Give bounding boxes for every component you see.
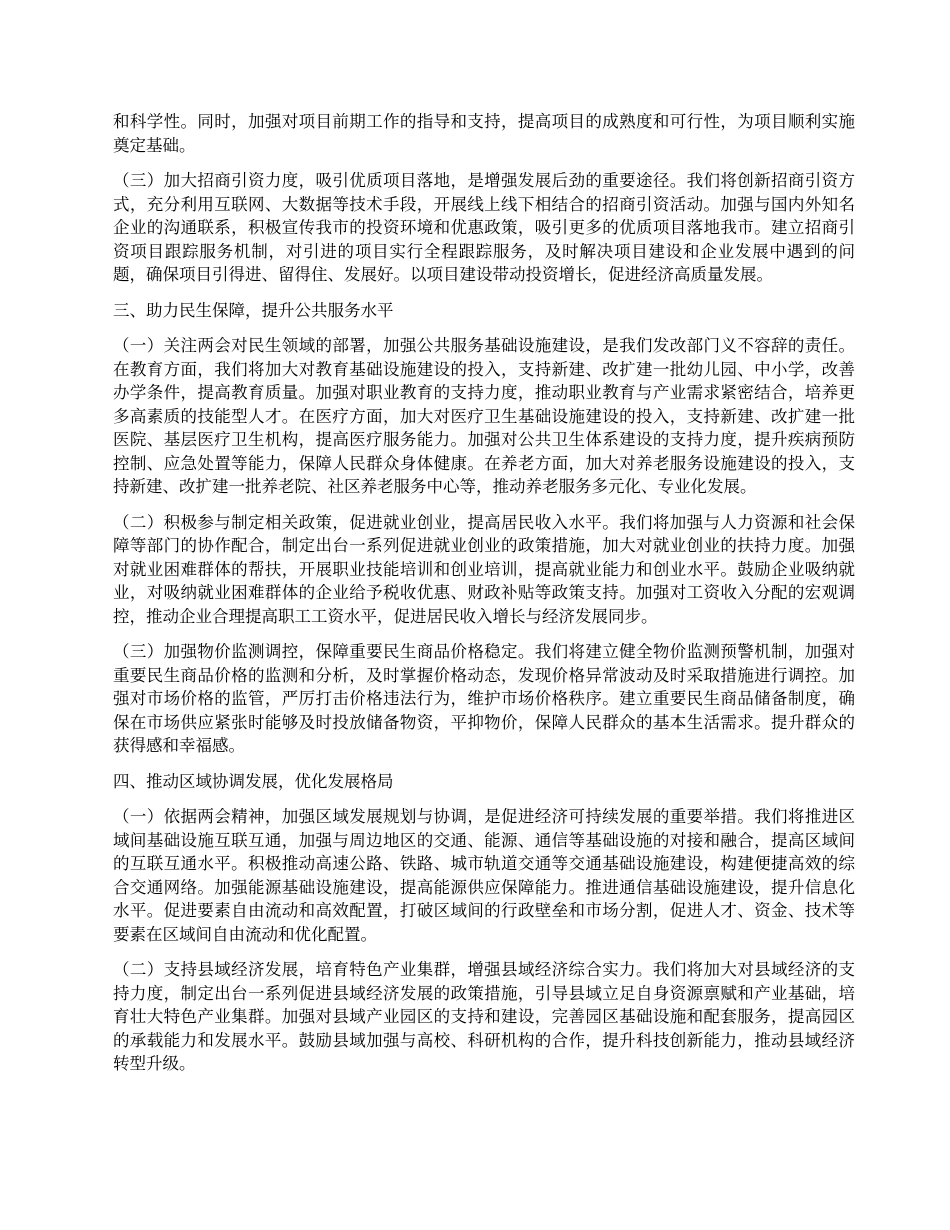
paragraph-project-preparation-end: 和科学性。同时，加强对项目前期工作的指导和支持，提高项目的成熟度和可行性，为项目顺利实施奠定基础。 xyxy=(113,112,855,155)
section-heading-livelihood: 三、助力民生保障，提升公共服务水平 xyxy=(113,300,394,320)
paragraph-employment: （二）积极参与制定相关政策，促进就业创业，提高居民收入水平。我们将加强与人力资源和社会保障等部门的协作配合，制定出台一系列促进就业创业的政策措施，加大对就业创业的扶持力度。加强对就业困难群体的帮扶，开展职业技能培训和创业培训，提高就业能力和创业水平。鼓励企业吸纳就业，对吸纳就业困难群体的企业给予税收优惠、财政补贴等政策支持。加强对工资收入分配的宏观调控，推动企业合理提高职工工资水平，促进居民收入增长与经济发展同步。 xyxy=(113,512,855,626)
paragraph-county-economy: （二）支持县域经济发展，培育特色产业集群，增强县域经济综合实力。我们将加大对县域经济的支持力度，制定出台一系列促进县域经济发展的政策措施，引导县域立足自身资源禀赋和产业基础，培育壮大特色产业集群。加强对县域产业园区的支持和建设，完善园区基础设施和配套服务，提高园区的承载能力和发展水平。鼓励县域加强与高校、科研机构的合作，提升科技创新能力，推动县域经济转型升级。 xyxy=(113,960,855,1073)
paragraph-regional-planning: （一）依据两会精神，加强区域发展规划与协调，是促进经济可持续发展的重要举措。我们将推进区域间基础设施互联互通，加强与周边地区的交通、能源、通信等基础设施的对接和融合，提高区域间的互联互通水平。积极推动高速公路、铁路、城市轨道交通等交通基础设施建设，构建便捷高效的综合交通网络。加强能源基础设施建设，提高能源供应保障能力。推进通信基础设施建设，提升信息化水平。促进要素自由流动和高效配置，打破区域间的行政壁垒和市场分割，促进人才、资金、技术等要素在区域间自由流动和优化配置。 xyxy=(113,807,855,944)
document-body xyxy=(113,110,855,1088)
section-heading-regional: 四、推动区域协调发展，优化发展格局 xyxy=(113,771,394,791)
paragraph-investment-attraction: （三）加大招商引资力度，吸引优质项目落地，是增强发展后劲的重要途径。我们将创新招商引资方式，充分利用互联网、大数据等技术手段，开展线上线下相结合的招商引资活动。加强与国内外知名企业的沟通联系，积极宣传我市的投资环境和优惠政策，吸引更多的优质项目落地我市。建立招商引资项目跟踪服务机制，对引进的项目实行全程跟踪服务，及时解决项目建设和企业发展中遇到的问题，确保项目引得进、留得住、发展好。以项目建设带动投资增长，促进经济高质量发展。 xyxy=(113,171,855,284)
paragraph-public-services: （一）关注两会对民生领域的部署，加强公共服务基础设施建设，是我们发改部门义不容辞的责任。在教育方面，我们将加大对教育基础设施建设的投入，支持新建、改扩建一批幼儿园、中小学，改善办学条件，提高教育质量。加强对职业教育的支持力度，推动职业教育与产业需求紧密结合，培养更多高素质的技能型人才。在医疗方面，加大对医疗卫生基础设施建设的投入，支持新建、改扩建一批医院、基层医疗卫生机构，提高医疗服务能力。加强对公共卫生体系建设的支持力度，提升疾病预防控制、应急处置等能力，保障人民群众身体健康。在养老方面，加大对养老服务设施建设的投入，支持新建、改扩建一批养老院、社区养老服务中心等，推动养老服务多元化、专业化发展。 xyxy=(113,336,855,496)
paragraph-price-monitoring: （三）加强物价监测调控，保障重要民生商品价格稳定。我们将建立健全物价监测预警机制，加强对重要民生商品价格的监测和分析，及时掌握价格动态，发现价格异常波动及时采取措施进行调控。加强对市场价格的监管，严厉打击价格违法行为，维护市场价格秩序。建立重要民生商品储备制度，确保在市场供应紧张时能够及时投放储备物资，平抑物价，保障人民群众的基本生活需求。提升群众的获得感和幸福感。 xyxy=(113,642,855,755)
